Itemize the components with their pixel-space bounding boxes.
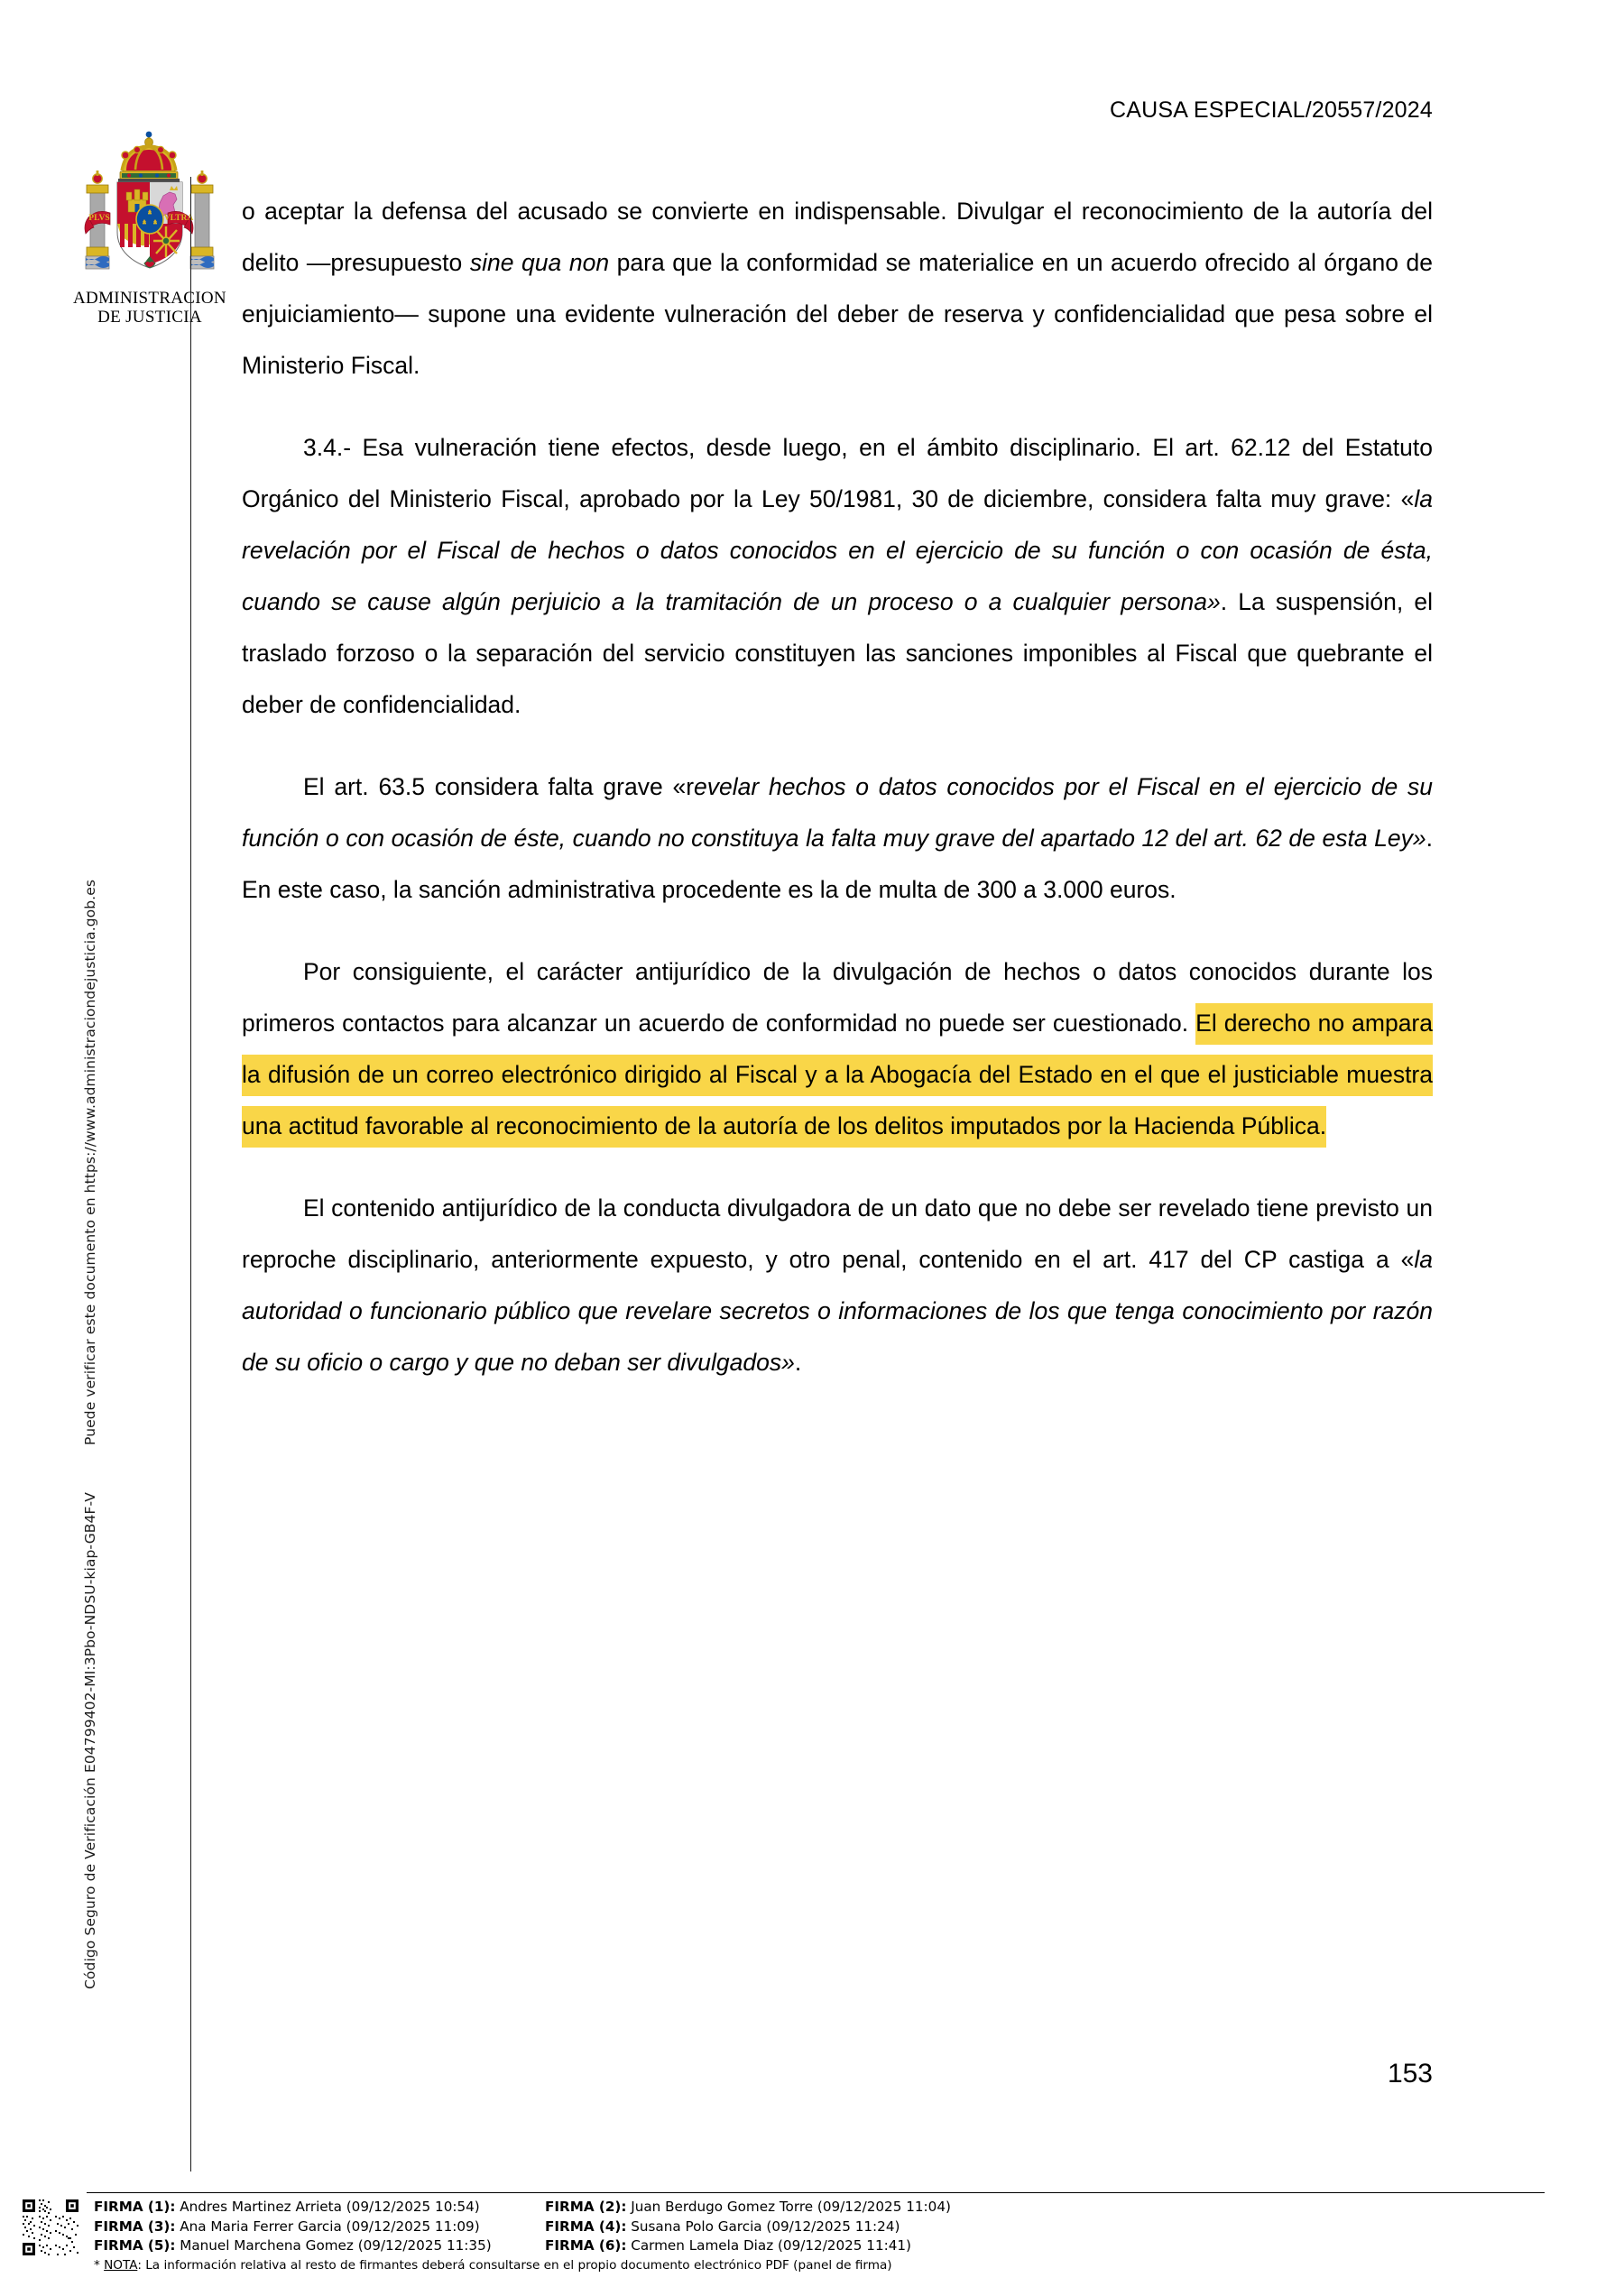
signature-name: Susana Polo Garcia	[626, 2218, 767, 2235]
italic-quote-run: la revelación por el Fiscal de hechos o datos conocidos en el ejercicio de su función o con ocasión de ésta, cuando se cause algún perjuicio a la tramitación de un proceso o a cualquier persona»	[242, 485, 1433, 615]
signature-label: FIRMA (2):	[545, 2199, 627, 2215]
case-reference-header: CAUSA ESPECIAL/20557/2024	[1109, 97, 1433, 123]
text-run: . En este caso, la sanción administrativa procedente es la de multa de 300 a 3.000 euros.	[242, 825, 1433, 903]
margin-divider-rule	[190, 177, 191, 2172]
signature-footer	[87, 2198, 1545, 2288]
verify-url-text: Puede verificar este documento en https://www.administraciondejusticia.gob.es	[82, 879, 98, 1445]
signature-timestamp: (09/12/2025 11:35)	[357, 2237, 492, 2254]
highlighted-text-run: El derecho no ampara la difusión de un correo electrónico dirigido al Fiscal y a la Abogacía del Estado en el que el justiciable muestra una actitud favorable al reconocimiento de la autoría de los delitos imputados por la Hacienda Pública.	[242, 1003, 1433, 1148]
paragraph-art-63-5	[242, 761, 1433, 916]
signature-entry	[94, 2198, 545, 2218]
motto-right-text: VLTRA	[163, 214, 194, 223]
paragraph-continuation	[242, 186, 1433, 392]
text-run: El contenido antijurídico de la conducta divulgadora de un dato que no debe ser revelado tiene previsto un reproche disciplinario, anteriormente expuesto, y otro penal, contenido en el art. 417 del CP castiga a «	[242, 1194, 1433, 1273]
signature-label: FIRMA (4):	[545, 2218, 627, 2235]
signature-name: Manuel Marchena Gomez	[175, 2237, 358, 2254]
signature-name: Carmen Lamela Diaz	[626, 2237, 778, 2254]
text-run: .	[794, 1349, 802, 1376]
signature-entry	[94, 2218, 545, 2237]
csv-label: Código Seguro de Verificación	[82, 1777, 98, 1989]
signature-name: Andres Martinez Arrieta	[175, 2199, 346, 2215]
motto-left-text: PLVS	[88, 214, 110, 223]
emblem-line-2: DE JUSTICIA	[97, 308, 202, 327]
signature-label: FIRMA (1):	[94, 2199, 176, 2215]
page-number: 153	[1387, 2059, 1433, 2089]
signature-entry	[545, 2198, 1537, 2218]
signature-timestamp: (09/12/2025 11:09)	[346, 2218, 480, 2235]
csv-code: E04799402-MI:3Pbo-NDSU-kiap-GB4F-V	[82, 1491, 98, 1774]
qr-code-icon	[21, 2198, 80, 2257]
paragraph-por-consiguiente	[242, 946, 1433, 1152]
signature-entry	[545, 2218, 1537, 2237]
text-run: El art. 63.5 considera falta grave «r	[303, 773, 695, 800]
signature-entry	[94, 2236, 545, 2256]
italic-quote-run: la autoridad o funcionario público que revelare secretos o informaciones de los que tenga conocimiento por razón de su oficio o cargo y que no deban ser divulgados»	[242, 1246, 1433, 1376]
text-run: para que la conformidad se materialice en un acuerdo ofrecido al órgano de enjuiciamiento— supone una evidente vulneración del deber de reserva y confidencialidad que pesa sobre el Ministerio Fiscal.	[242, 249, 1433, 379]
emblem-caption	[70, 289, 229, 327]
footer-note	[94, 2258, 892, 2273]
text-run: . La suspensión, el traslado forzoso o la separación del servicio constituyen las sanciones imponibles al Fiscal que quebrante el deber de confidencialidad.	[242, 588, 1434, 718]
signature-timestamp: (09/12/2025 10:54)	[346, 2199, 480, 2215]
signature-label: FIRMA (5):	[94, 2237, 176, 2254]
note-body-text: : La información relativa al resto de firmantes deberá consultarse en el propio documento electrónico PDF (panel de firma)	[137, 2258, 892, 2273]
signature-timestamp: (09/12/2025 11:24)	[766, 2218, 900, 2235]
text-run: 3.4.- Esa vulneración tiene efectos, desde luego, en el ámbito disciplinario. El art. 62.12 del Estatuto Orgánico del Ministerio Fiscal, aprobado por la Ley 50/1981, 30 de diciembre, considera falta muy grave: «	[242, 434, 1433, 512]
signature-entry	[545, 2236, 1537, 2256]
signature-timestamp: (09/12/2025 11:04)	[817, 2199, 951, 2215]
signature-label: FIRMA (6):	[545, 2237, 627, 2254]
spain-coat-of-arms-icon	[70, 131, 229, 286]
note-asterisk: *	[94, 2258, 100, 2273]
verification-code-text	[82, 77, 98, 2098]
italic-quote-run: sine qua non	[469, 249, 610, 276]
signature-timestamp: (09/12/2025 11:41)	[778, 2237, 911, 2254]
signature-name: Juan Berdugo Gomez Torre	[626, 2199, 817, 2215]
verification-sidebar	[0, 0, 98, 2165]
italic-quote-run: evelar hechos o datos conocidos por el Fiscal en el ejercicio de su función o con ocasión de éste, cuando no constituya la falta muy grave del apartado 12 del art. 62 de esta Ley»	[242, 773, 1433, 852]
document-body	[242, 186, 1433, 1388]
signature-grid	[94, 2198, 1537, 2256]
paragraph-contenido-antijuridico	[242, 1183, 1433, 1388]
signature-name: Ana Maria Ferrer Garcia	[175, 2218, 346, 2235]
text-run: Por consiguiente, el carácter antijurídico de la divulgación de hechos o datos conocidos durante los primeros contactos para alcanzar un acuerdo de conformidad no puede ser cuestionado.	[242, 958, 1433, 1037]
emblem-line-1: ADMINISTRACION	[73, 289, 226, 308]
note-nota-label: NOTA	[104, 2258, 138, 2273]
paragraph-3-4	[242, 422, 1433, 731]
coat-of-arms-emblem	[70, 131, 229, 327]
text-run: o aceptar la defensa del acusado se convierte en indispensable. Divulgar el reconocimiento de la autoría del delito —presupuesto	[242, 198, 1433, 276]
footer-divider-rule	[87, 2192, 1545, 2193]
signature-label: FIRMA (3):	[94, 2218, 176, 2235]
